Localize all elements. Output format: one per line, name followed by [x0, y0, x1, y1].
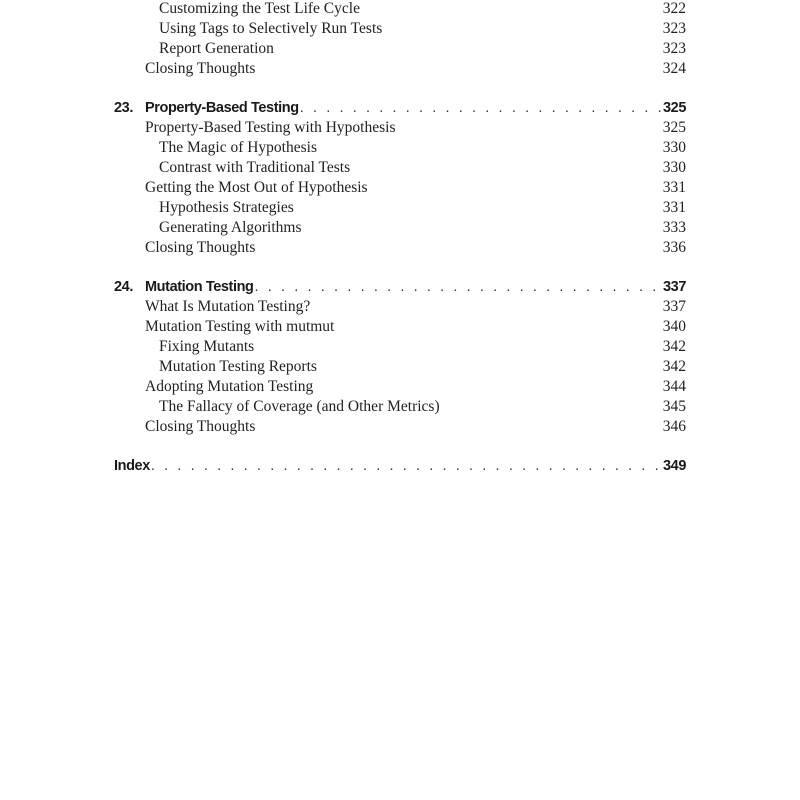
- toc-entry-page: 323: [662, 40, 686, 57]
- toc-entry-page: 331: [662, 199, 686, 216]
- toc-entry-page: 322: [662, 0, 686, 17]
- toc-entry[interactable]: [114, 0, 686, 19]
- toc-entry[interactable]: [114, 178, 686, 198]
- toc-entry-label: Using Tags to Selectively Run Tests: [159, 20, 383, 37]
- toc-entry[interactable]: [114, 397, 686, 417]
- toc-entry-label: What Is Mutation Testing?: [145, 298, 311, 315]
- toc-entry[interactable]: [114, 357, 686, 377]
- toc-entry-label: Hypothesis Strategies: [159, 199, 294, 216]
- toc-entry-page: 330: [662, 159, 686, 176]
- toc-entry-page: 346: [662, 418, 686, 435]
- toc-entry-page: 342: [662, 358, 686, 375]
- toc-entry[interactable]: [114, 317, 686, 337]
- toc-entry-page: 331: [662, 179, 686, 196]
- toc-entry-label: Mutation Testing with mutmut: [145, 318, 335, 335]
- table-of-contents: [114, 0, 686, 476]
- toc-entry-page: 337: [662, 298, 686, 315]
- chapter-24-sections: [114, 297, 686, 437]
- toc-entry[interactable]: [114, 39, 686, 59]
- toc-entry[interactable]: [114, 337, 686, 357]
- chapter-page: 325: [663, 100, 686, 116]
- toc-entry-page: 333: [662, 219, 686, 236]
- toc-entry-label: Closing Thoughts: [145, 418, 256, 435]
- toc-entry-page: 342: [662, 338, 686, 355]
- toc-entry-page: 325: [662, 119, 686, 136]
- toc-entry[interactable]: [114, 417, 686, 437]
- toc-entry[interactable]: [114, 218, 686, 238]
- toc-entry[interactable]: [114, 138, 686, 158]
- toc-entry-label: Closing Thoughts: [145, 60, 256, 77]
- toc-entry[interactable]: [114, 297, 686, 317]
- toc-entry[interactable]: [114, 19, 686, 39]
- toc-entry-label: Getting the Most Out of Hypothesis: [145, 179, 368, 196]
- toc-entry-label: Customizing the Test Life Cycle: [159, 0, 360, 17]
- toc-entry-page: 336: [662, 239, 686, 256]
- previous-chapter-sections: [114, 0, 686, 79]
- chapter-page: 337: [663, 279, 686, 295]
- toc-entry-label: Property-Based Testing with Hypothesis: [145, 119, 396, 136]
- index-page: 349: [663, 458, 686, 474]
- toc-entry[interactable]: [114, 238, 686, 258]
- chapter-23-sections: [114, 118, 686, 258]
- toc-entry-page: 344: [662, 378, 686, 395]
- toc-entry[interactable]: [114, 59, 686, 79]
- toc-entry-page: 323: [662, 20, 686, 37]
- toc-entry[interactable]: [114, 118, 686, 138]
- toc-entry-label: Fixing Mutants: [159, 338, 255, 355]
- toc-entry-label: Generating Algorithms: [159, 219, 302, 236]
- chapter-heading-23[interactable]: [114, 98, 686, 118]
- toc-entry-page: 345: [662, 398, 686, 415]
- toc-entry-label: The Magic of Hypothesis: [159, 139, 317, 156]
- chapter-number: 23.: [114, 100, 133, 116]
- chapter-title: Property-Based Testing: [145, 100, 299, 116]
- toc-entry-label: Adopting Mutation Testing: [145, 378, 314, 395]
- dot-leader: [254, 277, 662, 297]
- index-title: Index: [114, 458, 150, 474]
- toc-entry[interactable]: [114, 377, 686, 397]
- toc-entry-label: The Fallacy of Coverage (and Other Metrics): [159, 398, 440, 415]
- toc-entry-page: 330: [662, 139, 686, 156]
- toc-entry-label: Mutation Testing Reports: [159, 358, 317, 375]
- dot-leader: [150, 456, 662, 476]
- toc-entry-label: Report Generation: [159, 40, 274, 57]
- dot-leader: [299, 98, 662, 118]
- toc-entry[interactable]: [114, 158, 686, 178]
- toc-entry-page: 340: [662, 318, 686, 335]
- toc-entry[interactable]: [114, 198, 686, 218]
- chapter-number: 24.: [114, 279, 133, 295]
- toc-entry-label: Contrast with Traditional Tests: [159, 159, 351, 176]
- index-heading[interactable]: [114, 456, 686, 476]
- chapter-title: Mutation Testing: [145, 279, 254, 295]
- chapter-heading-24[interactable]: [114, 277, 686, 297]
- toc-entry-page: 324: [662, 60, 686, 77]
- toc-entry-label: Closing Thoughts: [145, 239, 256, 256]
